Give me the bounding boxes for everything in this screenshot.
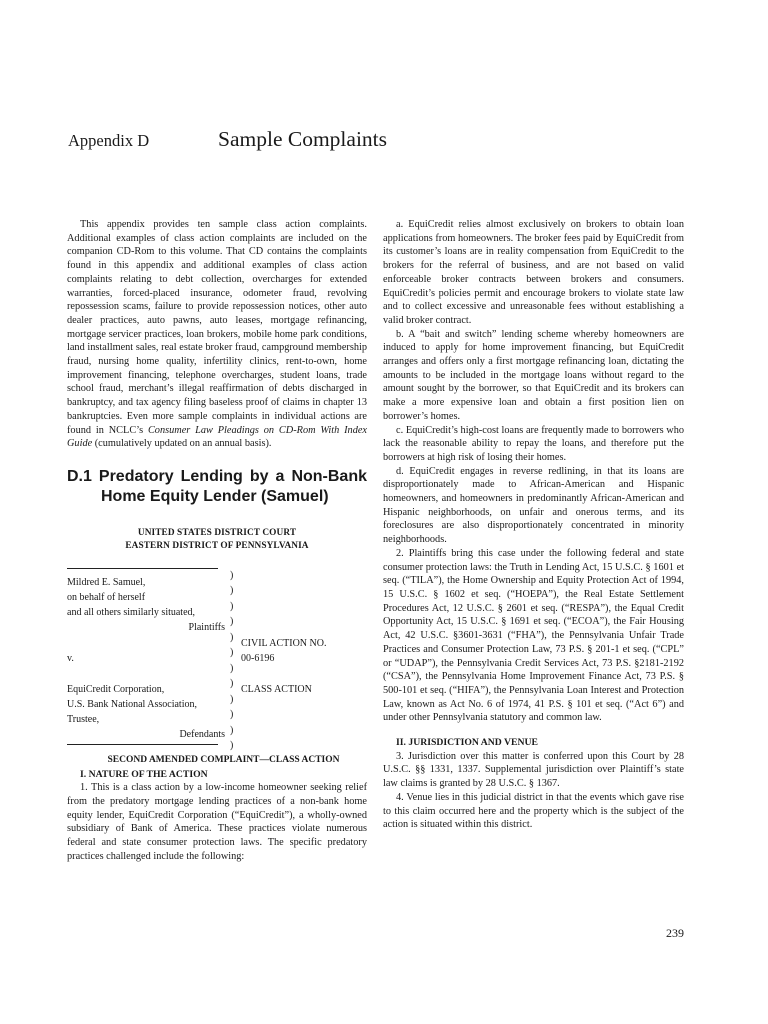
paragraph-b: b. A “bait and switch” lending scheme whereby homeowners are induced to apply for home improvement financing, but EquiCredit arranges and offers only a first mortgage refinancing loan, dictating the amounts to be included in the mortgage loans without regard to the amount sought by the borrower, so that EquiCredit and its brokers can make a more expensive loan and obtain a first position lien on borrower’s homes. <box>383 328 684 422</box>
caption-rule-top <box>67 568 218 569</box>
intro-publication-title: Consumer Law Pleadings on CD-Rom With Index Guide <box>67 424 367 450</box>
intro-text: This appendix provides ten sample class action complaints. Additional examples of class action complaints are included on the companion CD-Rom to this volume. That CD contains the complaints found in this appendix and additional examples of class action complaints relating to debt collection, overcharges for extended warranties, forced-placed insurance, odometer fraud, revolving repossession scams, failure to provide repossession notices, other auto dealer practices, auto pawns, auto leases, mortgage refinancing, mortgage servicer practices, loan brokers, mobile home park conditions, land installment sales, real estate broker fraud, campground membership fraud, nursing home quality, infertility clinics, rent-to-own, home improvement financing, telephone overcharges, student loans, trade school fraud, merchant’s illegal reaffirmation of debts discharged in bankruptcy, and tax agency filing baseless proof of claims in chapter 13 bankruptcies. Even more sample complaints in individual actions are found in NCLC’s <box>67 219 367 436</box>
paren: ) <box>230 740 234 752</box>
defendant-name: EquiCredit Corporation, <box>67 683 165 695</box>
paren: ) <box>230 709 234 721</box>
intro-paragraph <box>67 218 367 451</box>
section-title: D.1 Predatory Lending by a Non-Bank Home Equity Lender (Samuel) <box>67 467 367 505</box>
caption-rule-bottom <box>67 744 218 745</box>
caption-parentheses <box>230 568 233 754</box>
paragraph-2: 2. Plaintiffs bring this case under the following federal and state consumer protection laws: the Truth in Lending Act, 15 U.S.C. § 1601 et seq. (“TILA”), the Home Ownership and Equity Protection Act of 1994, 15 U.S.C. § 1602 et seq. (“HOEPA”), the Real Estate Settlement Procedures Act, 12 U.S.C. § 2601 et seq. (“RESPA”), the Equal Credit Opportunity Act, 15 U.S.C. § 1691 et seq. (“ECOA”), the Fair Housing Act, 42 U.S.C. §3601-3631 (“FHA”), the Pennsylvania Unfair Trade Practices and Consumer Protection Law, 73 P.S. § 201-1 et seq. (“CPL” or “UDAP”), the Pennsylvania Credit Services Act, 73 P.S. §2181-2192 (“CSA”), the Pennsylvania Home Improvement Finance Act, 73 P.S. § 500-101 et seq. (“HIFA”), the Pennsylvania Loan Interest and Protection Law, known as Act No. 6 of 1974, 41 P.S. § 101 et seq. (“Act 6”) and under other Pennsylvania statutory and common law. <box>383 547 684 724</box>
paren: ) <box>230 569 234 581</box>
case-number: 00-6196 <box>241 652 275 664</box>
defendant-name: U.S. Bank National Association, <box>67 698 197 710</box>
plaintiff-name: Mildred E. Samuel, <box>67 576 146 588</box>
paragraph-c: c. EquiCredit’s high-cost loans are frequently made to borrowers who lack the reasonable ability to repay the loans, and therefore put the borrowers at high risk of losing their homes. <box>383 424 684 463</box>
paragraph-4: 4. Venue lies in this judicial district in that the events which gave rise to this claim occurred here and the property which is the subject of the action is situated within this district. <box>383 791 684 831</box>
plaintiff-behalf: on behalf of herself <box>67 591 146 603</box>
paren: ) <box>230 678 234 690</box>
paragraph-1: 1. This is a class action by a low-income homeowner seeking relief from the predatory mortgage lending practices of a non-bank home equity lender, EquiCredit Corporation (“EquiCredit”), a wholly-owned subsidiary of Bank of America. These practices violate numerous federal and state consumer protection laws. The specific predatory practices challenged include the following: <box>67 782 367 862</box>
court-name: UNITED STATES DISTRICT COURT <box>137 527 297 538</box>
defendant-role: Trustee, <box>67 713 100 725</box>
page-number: 239 <box>666 926 684 940</box>
paren: ) <box>230 693 234 705</box>
paragraph-a: a. EquiCredit relies almost exclusively on brokers to obtain loan applications from homeowners. The broker fees paid by EquiCredit from its customer’s loans are in reality compensation from EquiCredit to the brokers for the referral of business, and are not based on valid enforceable broker contracts between brokers and consumers. EquiCredit’s policies permit and encourage brokers to violate state law and to collect excessive and unreasonable fees without establishing a valid broker contract. <box>383 219 684 326</box>
complaint-heading: SECOND AMENDED COMPLAINT—CLASS ACTION <box>107 754 340 765</box>
paren: ) <box>230 585 234 597</box>
paragraph-d: d. EquiCredit engages in reverse redlining, in that its loans are disproportionately made to African-American and Hispanic homeowners, and homeowners in predominantly African-American and Hispanic neighborhoods, on unfair and onerous terms, and its foreclosures are also disproportionately concentrated in minority neighborhoods. <box>383 465 684 546</box>
court-heading <box>67 527 367 554</box>
versus-label: v. <box>67 652 74 664</box>
paren: ) <box>230 724 234 736</box>
plaintiff-others: and all others similarly situated, <box>67 606 196 618</box>
paren: ) <box>230 600 234 612</box>
plaintiffs-label: Plaintiffs <box>188 621 225 633</box>
right-column <box>383 218 684 832</box>
civil-action-label: CIVIL ACTION NO. <box>241 637 327 649</box>
intro-text-end: (cumulatively updated on an annual basis). <box>92 438 272 450</box>
paren: ) <box>230 647 234 659</box>
part-heading-jurisdiction: II. JURISDICTION AND VENUE <box>396 737 538 749</box>
court-district: EASTERN DISTRICT OF PENNSYLVANIA <box>125 541 309 552</box>
appendix-label: Appendix D <box>68 131 150 150</box>
part-heading-nature: I. NATURE OF THE ACTION <box>80 768 208 780</box>
case-caption <box>67 562 367 754</box>
class-action-label: CLASS ACTION <box>241 683 312 695</box>
page-title: Sample Complaints <box>218 127 388 151</box>
paren: ) <box>230 616 234 628</box>
paragraph-3: 3. Jurisdiction over this matter is conferred upon this Court by 28 U.S.C. §§ 1331, 1337. Supplemental jurisdiction over Plaintiff’s state law claims is granted by 28 U.S.C. § 1367. <box>383 750 684 790</box>
left-column <box>67 218 367 864</box>
defendants-label: Defendants <box>179 728 225 740</box>
paren: ) <box>230 631 234 643</box>
paren: ) <box>230 662 234 674</box>
